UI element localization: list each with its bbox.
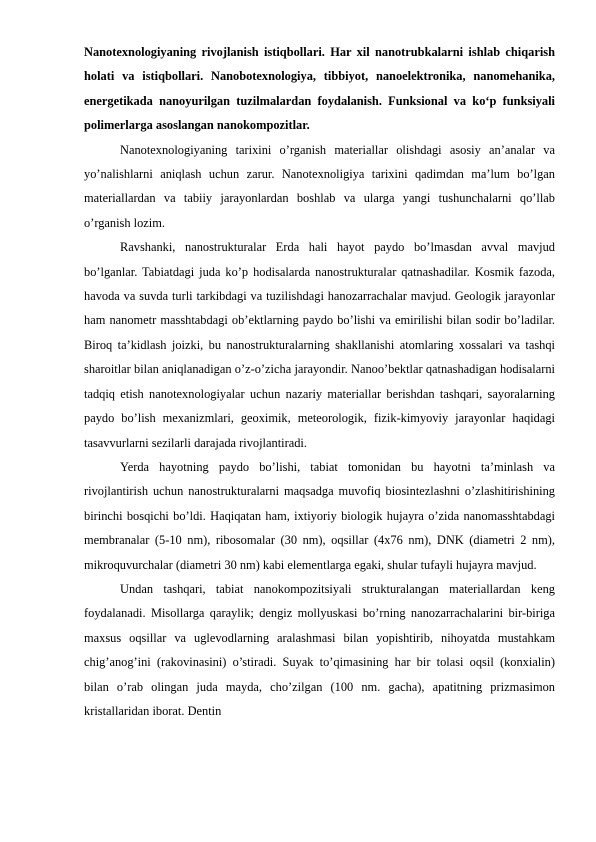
section-heading: Nanotexnologiyaning rivojlanish istiqbollari. Har xil nanotrubkalarni ishlab chiqarish holati va istiqbollari. Nanobotexnologiya, tibbiyot, nanoelektronika, nanomehanika, energetikada nanoyurilgan tuzilmalardan foydalanish. Funksional va ko‘p funksiyali polimerlarga asoslangan nanokompozitlar. — [84, 45, 555, 133]
paragraph-history: Nanotexnologiyaning tarixini o’rganish materiallar olishdagi asosiy an’analar va yo’nalishlarni aniqlash uchun zarur. Nanotexnoligiya tarixini qadimdan ma’lum bo’lgan materiallardan va tabiiy jarayonlardan boshlab va ularga yangi tushunchalarni qo’llab o’rganish lozim. — [84, 142, 555, 230]
document-page — [84, 40, 555, 723]
paragraph-life-biosynthesis: Yerda hayotning paydo bo’lishi, tabiat tomonidan bu hayotni ta’minlash va rivojlantirish uchun nanostrukturalarni maqsadga muvofiq biosintezlashni o’zlashitirishining birinchi bosqichi bo’ldi. Haqiqatan ham, ixtiyoriy biologik hujayra o’zida nanomasshtabdagi membranalar (5-10 nm), ribosomalar (30 nm), oqsillar (4x76 nm), DNK (diametri 2 nm), mikroquvurchalar (diametri 30 nm) kabi elementlarga egaki, shular tufayli hujayra mavjud. — [84, 459, 555, 572]
paragraph-natural-nanostructures: Ravshanki, nanostrukturalar Erda hali hayot paydo bo’lmasdan avval mavjud bo’lganlar. Tabiatdagi juda ko’p hodisalarda nanostrukturalar qatnashadilar. Kosmik fazoda, havoda va suvda turli tarkibdagi va tuzilishdagi hanozarrachalar mavjud. Geologik jarayonlar ham nanometr masshtabdagi ob’ektlarning paydo bo’lishi va emirilishi bilan sodir bo’ladilar. Biroq ta’kidlash joizki, bu nanostrukturalarning shakllanishi atomlaring xossalari va tashqi sharoitlar bilan aniqlanadigan o’z-o’zicha jarayondir. Nanoo’bektlar qatnashadigan hodisalarni tadqiq etish nanotexnologiyalar uchun nazariy materiallar berishdan tashqari, sayoralarning paydo bo’lish mexanizmlari, geoximik, meteorologik, fizik-kimyoviy jarayonlar haqidagi tasavvurlarni sezilarli darajada rivojlantiradi. — [84, 240, 555, 450]
paragraph-nanocomposites: Undan tashqari, tabiat nanokompozitsiyali strukturalangan materiallardan keng foydalanadi. Misollarga qaraylik; dengiz mollyuskasi bo’rning nanozarrachalarini bir-biriga maxsus oqsillar va uglevodlarning aralashmasi bilan yopishtirib, nihoyatda mustahkam chig’anog’ini (rakovinasini) o’stiradi. Suyak to’qimasining har bir tolasi oqsil (konxialin) bilan o’rab olingan juda mayda, cho’zilgan (100 nm. gacha), apatitning prizmasimon kristallaridan iborat. Dentin — [84, 581, 555, 718]
